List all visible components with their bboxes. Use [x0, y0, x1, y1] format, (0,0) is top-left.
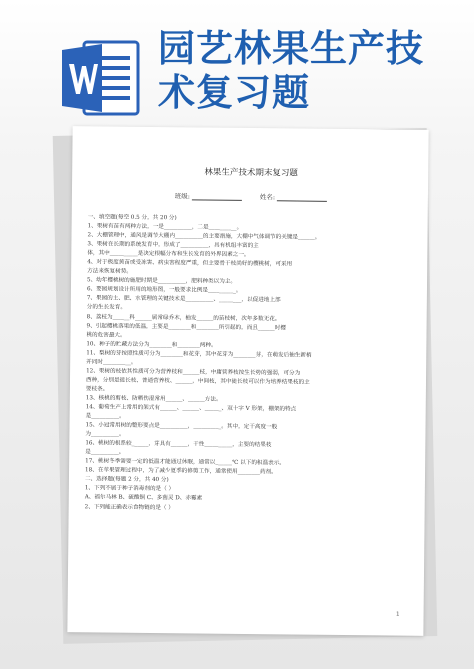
question-line: 一、填空题(每空 0.5 分，共 20 分) [87, 214, 177, 222]
question-line: 是__________。 [85, 413, 125, 420]
question-line: 体，其中__________是决定根幅分布和生长发育的外界因素之一。 [87, 250, 250, 259]
question-line: 12、果树的枝依其性质可分为营养枝和______枝，中庸营养枝按生长势的强弱，可分为 [86, 368, 301, 377]
question-line: 6、要园规划设计所用的地形图，一般要求比例是__________。 [86, 286, 242, 295]
question-line: 3、果树在长期的系统发育中，形成了__________，具有机组丰富的主 [87, 241, 259, 250]
question-line: 13、核桃的剪枝、防晒伤湿常用______、______方法。 [85, 395, 222, 403]
word-doc-icon [58, 36, 142, 120]
name-blank [277, 193, 327, 202]
banner-title: 园艺林果生产技术复习题 [158, 26, 424, 114]
question-line: 桃的危害最大。 [86, 331, 126, 339]
question-line: 10、种子的贮藏方法分为________和________两种。 [86, 340, 217, 349]
question-line: 是__________。 [85, 449, 125, 456]
question-line: 并同时__________。 [86, 359, 137, 366]
question-line: 17、桃树冬季需要一定的低温才能通过休眠，通常以______℃ 以下的积温表示。 [85, 458, 285, 467]
question-line: 分的生长发育。 [86, 304, 126, 312]
question-line: 2、下列能正确表示食物链的是（ ） [84, 503, 174, 511]
question-line: 为__________。 [85, 431, 125, 438]
question-line: 2、大棚管理中，通风是调节大棚内__________的主要措施，大棚中气体调节的关键是______。 [87, 232, 321, 241]
question-line: 西种，分别是徒长枝、普通营养枝、______，中间枝，其中徒长枝可以作为培养结果枝的主 [85, 377, 310, 386]
question-list [85, 213, 414, 515]
class-blank [192, 192, 242, 201]
question-line: 1、下列不属于种子消毒剂的是（ ） [84, 485, 175, 493]
question-line: 11、梨树的芽按照性质可分为________和花芽，其中花芽为________芽，在萌发后抽生新梢 [86, 350, 312, 359]
question-line: 18、在苹果管理过程中，为了减少夏季的修剪工作，通常使用________药剂。 [85, 467, 277, 476]
student-info-bar [88, 190, 414, 202]
question-line: 4、对于极度黄苗或受冻害、病虫害程度严重，但主要骨干枝尚好的樱桃树，可采用 [87, 259, 293, 268]
question-line: 14、葡萄生产上常用的架式有______、______、______、双十字 V 形架，棚架的特点 [85, 404, 297, 413]
question-line: 5、幼年樱桃树的施肥时期是__________，肥料种类以为主。 [87, 277, 237, 286]
question-line: 要枝条。 [85, 386, 109, 393]
question-line: 16、桃树的根系较______，芽具有______，干性__________，主要的结果枝 [85, 440, 272, 449]
question-line: 1、果树有苗有两种方法，一是__________，二是__________。 [87, 223, 243, 231]
question-line: 方法来恢复树势。 [87, 268, 132, 276]
question-line: 二、选择题(每题 2 分，共 40 分) [84, 476, 169, 484]
page-number: 1 [396, 611, 400, 618]
name-label: 姓名: [259, 193, 276, 202]
class-label: 班级: [174, 192, 190, 201]
question-line: 9、引起樱桃落果的低温，主要是________和________所引起的，而且______时樱 [86, 322, 286, 331]
question-line: 7、果园的土、肥、水管理的关键技术是__________、________，以促进地上部 [86, 295, 281, 304]
question-line: A、福尔马林 B、硫酸铜 C、多菌灵 D、赤霉素 [84, 494, 203, 502]
question-line: 8、荔枝为______科______属常绿乔木，柚发______的苗枝树，次年多数无花。 [86, 313, 281, 322]
question-line: 15、小冠常用树的整形要点是__________，__________。其中，定干高度一般 [85, 422, 278, 431]
document-page [67, 126, 428, 636]
document-title: 林果生产技术期末复习题 [204, 167, 298, 179]
